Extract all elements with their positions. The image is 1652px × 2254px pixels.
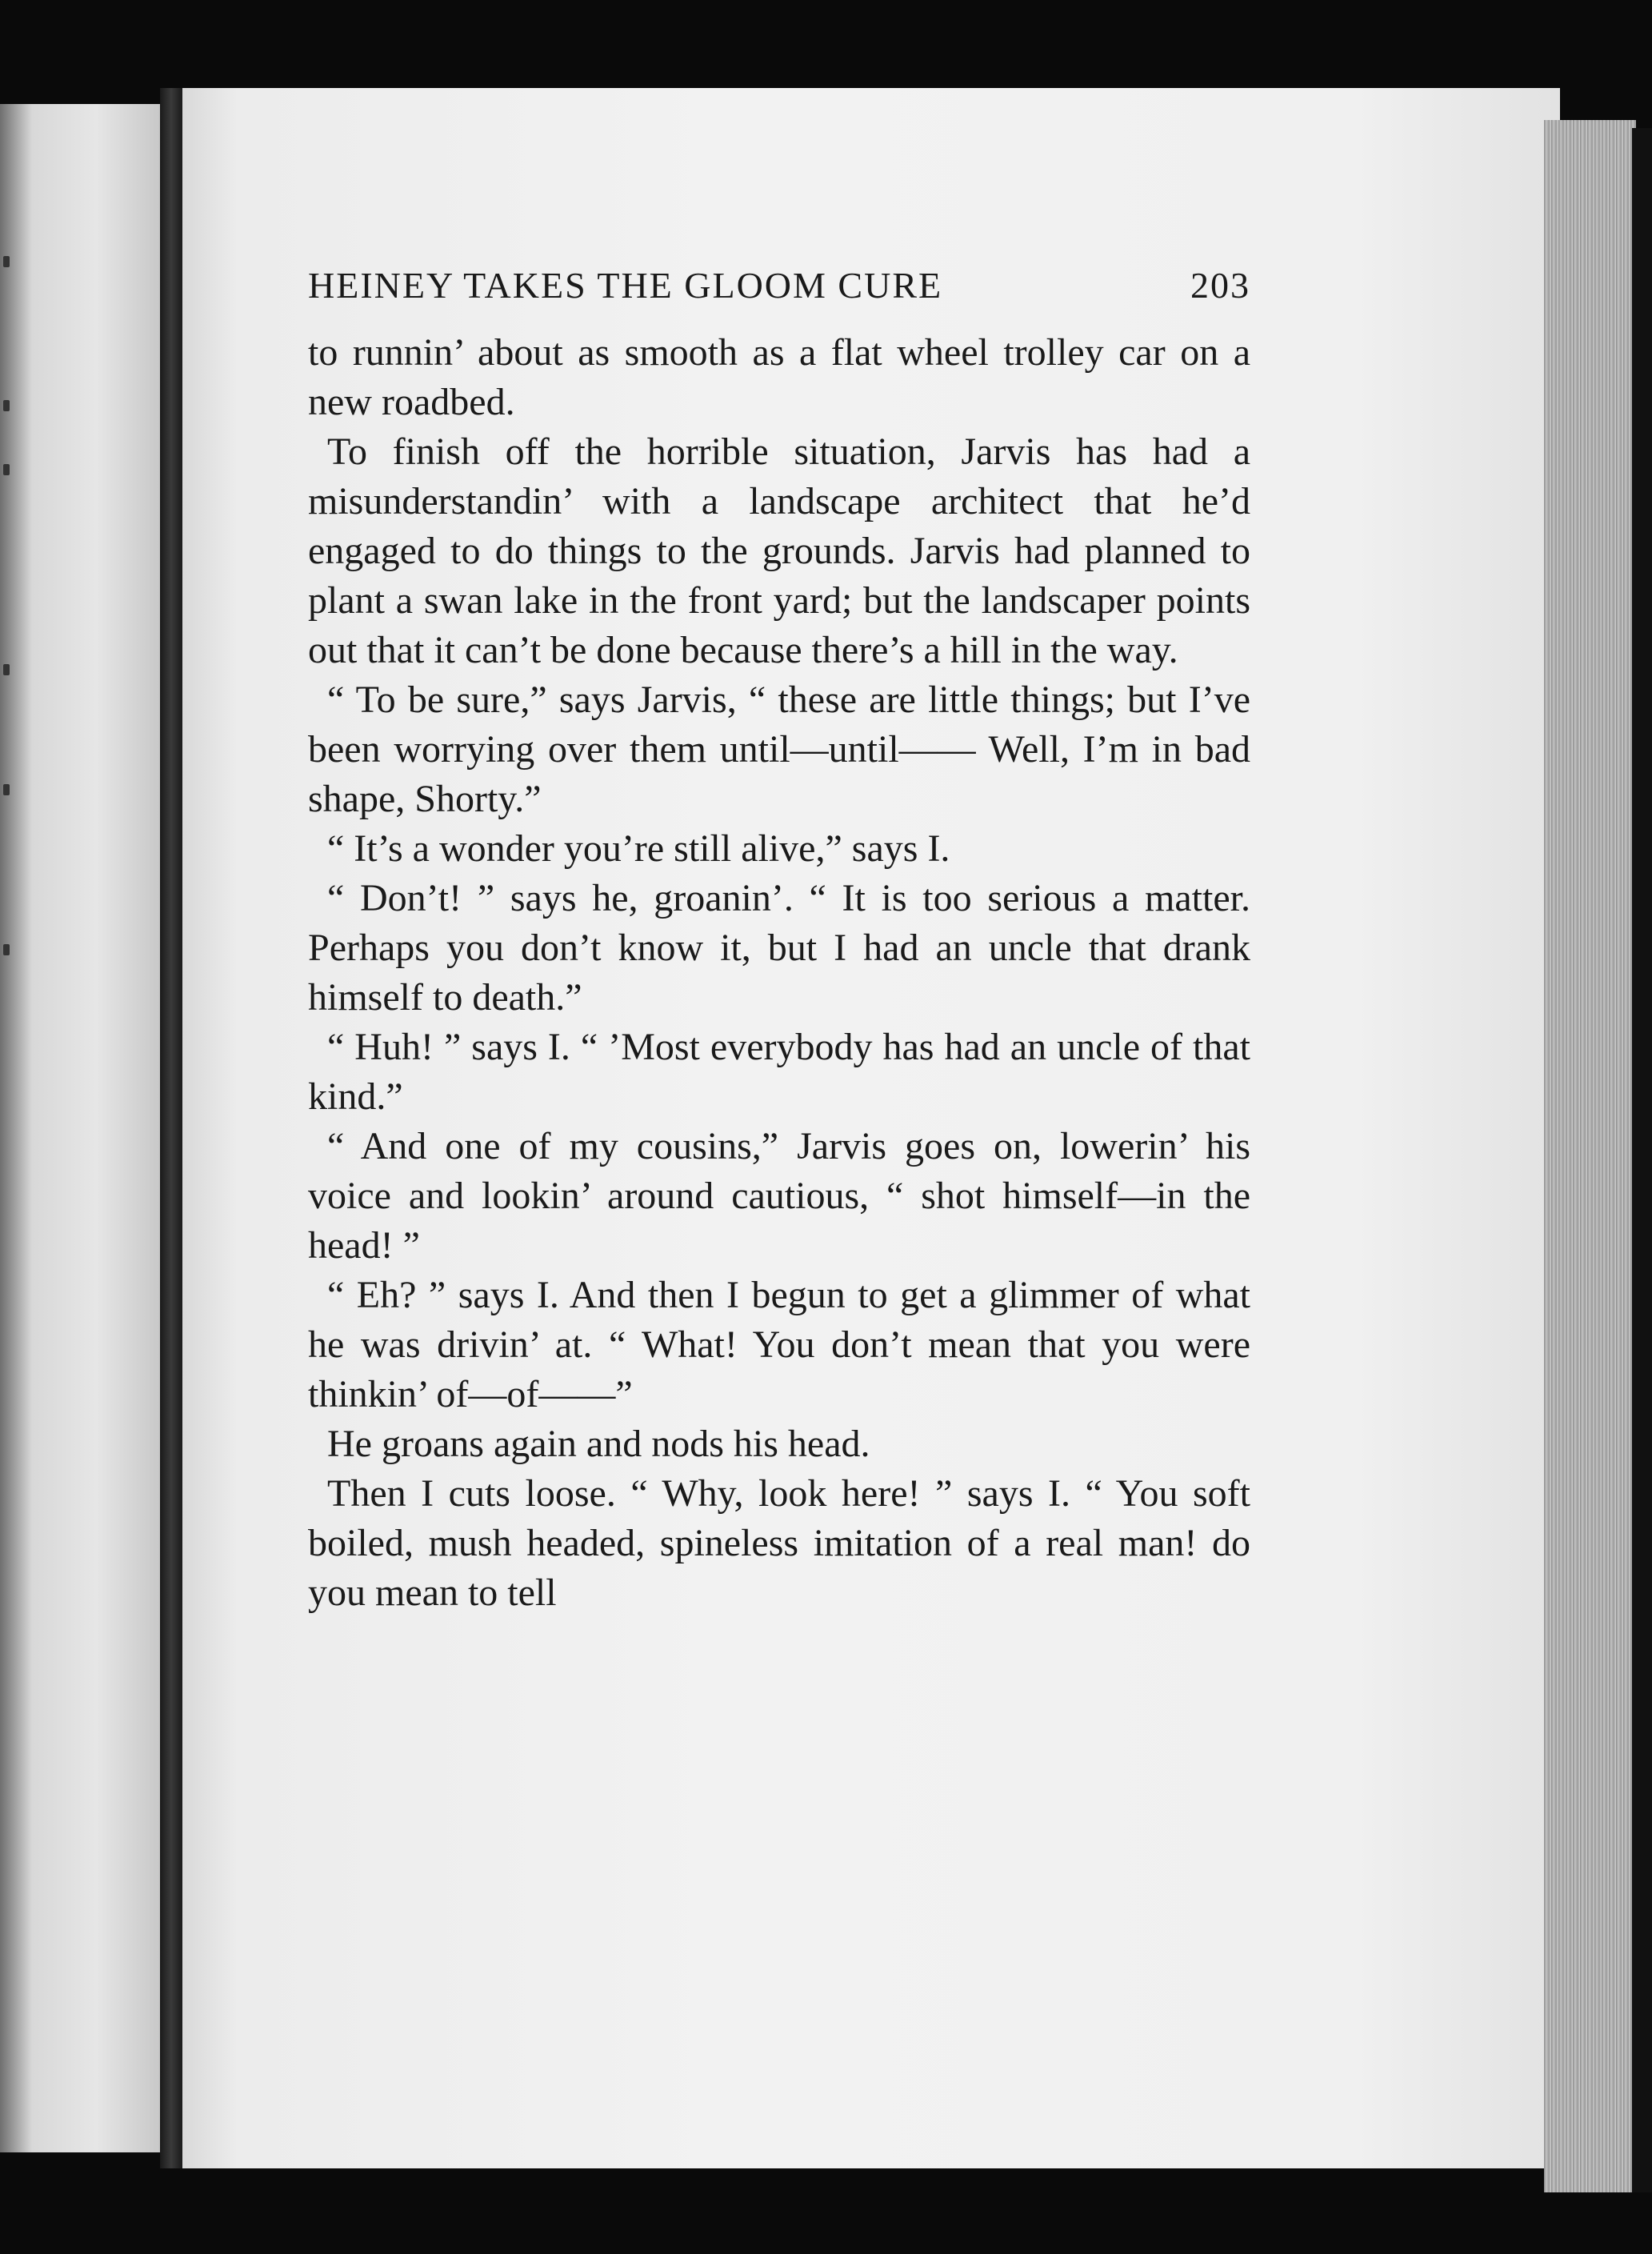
- page-block-shadow: [1632, 128, 1652, 2192]
- body-text: [308, 328, 1250, 1618]
- paragraph: Then I cuts loose. “ Why, look here! ” says I. “ You soft boiled, mush headed, spineless imitation of a real man! do you mean to tell: [308, 1472, 1250, 1614]
- book-spine-gutter: [160, 88, 182, 2168]
- paragraph: “ And one of my cousins,” Jarvis goes on, lowerin’ his voice and lookin’ around cautious, “ shot himself—in the head! ”: [308, 1125, 1250, 1267]
- page-text-block: [308, 264, 1250, 1618]
- paragraph: to runnin’ about as smooth as a flat wheel trolley car on a new roadbed.: [308, 331, 1250, 423]
- edge-mark: [3, 944, 10, 955]
- edge-mark: [3, 784, 10, 795]
- paragraph: “ Huh! ” says I. “ ’Most everybody has had an uncle of that kind.”: [308, 1026, 1250, 1118]
- running-head: [308, 264, 1250, 320]
- edge-mark: [3, 256, 10, 267]
- edge-mark: [3, 664, 10, 675]
- paragraph: He groans again and nods his head.: [327, 1423, 870, 1465]
- facing-page-edge: [0, 104, 160, 2152]
- page-number: 203: [1190, 265, 1250, 306]
- paragraph: “ Don’t! ” says he, groanin’. “ It is too serious a matter. Perhaps you don’t know it, but I had an uncle that drank himself to death.”: [308, 877, 1250, 1019]
- paragraph: “ Eh? ” says I. And then I begun to get a glimmer of what he was drivin’ at. “ What! You don’t mean that you were thinkin’ of—of——”: [308, 1274, 1250, 1415]
- edge-mark: [3, 400, 10, 411]
- paragraph: To finish off the horrible situation, Jarvis has had a misunderstandin’ with a landscape architect that he’d engaged to do things to the grounds. Jarvis had planned to plant a swan lake in the front yard; but the landscaper points out that it can’t be done because there’s a hill in the way.: [308, 430, 1250, 671]
- page-block-edges: [1544, 120, 1636, 2192]
- paragraph: “ It’s a wonder you’re still alive,” says I.: [327, 827, 950, 870]
- paragraph: “ To be sure,” says Jarvis, “ these are little things; but I’ve been worrying over them until—until—— Well, I’m in bad shape, Shorty.”: [308, 679, 1250, 820]
- running-head-title: HEINEY TAKES THE GLOOM CURE: [308, 265, 943, 306]
- edge-mark: [3, 464, 10, 475]
